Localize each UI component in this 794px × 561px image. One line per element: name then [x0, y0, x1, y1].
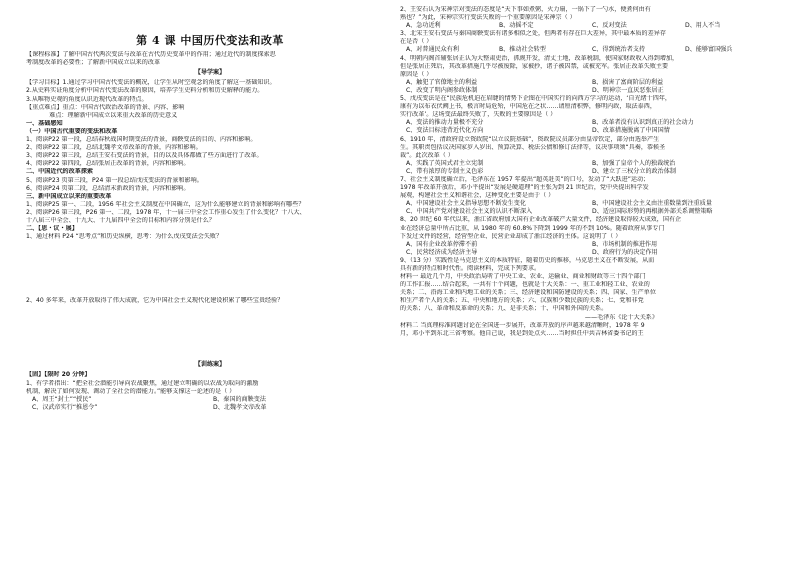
section-heading: 二、【思・议・展】	[26, 225, 78, 233]
section-heading: 一、基础感知	[26, 119, 63, 127]
options-row	[400, 79, 778, 87]
options-row	[400, 160, 778, 168]
subsection-heading: （一）中国古代重要的变法和改革	[26, 127, 118, 135]
text-line: 6、阅读P24 页第二段，总结清末新政的背景，内容和影响。	[26, 184, 190, 192]
question-line: 6、1910 年，清政府设立资政院“以立议院基础”，资政院议员部分由皇帝钦定，部分由选举产生	[400, 135, 660, 143]
text-line: 难点：理解新中国成立以来重大改革的历史意义	[26, 111, 178, 119]
option[interactable]: B、损害了富商阶层的利益	[592, 78, 664, 86]
option[interactable]: A、周王“封土”“授民”	[32, 395, 92, 403]
text-line: 1、阅读P25 第一、二段，1956 年社会主义制度在中国确立，这为什么能够建立的背景和影响有哪些？	[26, 200, 305, 208]
material-source: ——毛泽东《论十大关系》	[584, 313, 658, 321]
material-line: 月，邓小平到东北三省考察。他自己说，我是到处点火……当时担任中共吉林省委书记的王	[400, 329, 644, 337]
question-line: 机制，解决了如何发现、调动了全社会的潜能力。”能够支撑这一论述的是（ ）	[26, 387, 236, 395]
question-line: 康有为以布衣伏阙上书，极言时局危殆，中国危在之状……请厘清积弊，修明内政，取法泰西，	[400, 103, 656, 111]
right-column	[400, 0, 778, 338]
text-line: 4、阅读P22 第四段，总结张居正改革的背景，内容和影响。	[26, 160, 190, 168]
question-line: 实行改革’。这场变法最终失败了，失败的主要原因是（ ）	[400, 111, 557, 119]
option[interactable]: C、得到统治者支持	[592, 46, 646, 54]
text-line: 3、阅读P22 第三段，总结王安石变法的背景，目的以及具体都做了些方面进行了改革。	[26, 152, 263, 160]
question-line: 具有新的特点和时代性。阅读材料，完成下列要求。	[400, 265, 541, 272]
text-line: 十八届三中全会、十九大、十九届四中全会的目标和内容分别是什么？	[26, 216, 215, 224]
text-line: 2、阅读P22 第二段，总结北魏孝文帝改革的背景，内容和影响。	[26, 144, 202, 152]
material-line: 材料一 最近几个月，中央政治局听了中央工业、农业、运输业、商业和财政等三十四个部门	[400, 273, 646, 281]
question-line: 生。其职责包括议决国家岁入岁出、预算决算、税法公债和修订法律等，议决事项须“具奏，恭候圣	[400, 143, 666, 151]
options-row	[400, 168, 778, 176]
text-line: 3.从唯物史观的角度认识近现代改革的特点。	[26, 95, 148, 103]
material-line: 材料二 当真理标准问题讨论在全国进一步展开，改革开放的序声越来越清晰时，1978 年 9	[400, 321, 645, 329]
option[interactable]: B、推动社会转型	[499, 46, 546, 54]
options-row	[400, 249, 778, 257]
option[interactable]: B、动摇不定	[499, 22, 534, 30]
text-line: 考制度改革的必要性；了解新中国成立以来的改革	[26, 59, 161, 67]
question-line: 但是张居正死后，其改革措施几乎尽被废除，家被抄，诸子被囚禁，或被充军。张居正改革失败主要	[400, 62, 669, 70]
material-line: 的关系；八、革命和反革命的关系；九、是非关系；十、中国和外国的关系。	[400, 305, 608, 313]
option[interactable]: B、市场机制的推进作用	[592, 240, 658, 248]
options-row	[400, 22, 778, 30]
option[interactable]: A、实践了英国式君主立宪制	[406, 159, 484, 167]
guide-header: 【导学案】	[194, 69, 226, 77]
lesson-title: 第 4 课 中国历代变法和改革	[136, 34, 284, 47]
option[interactable]: A、触犯了官僚地主的利益	[406, 78, 478, 86]
question-line: 9、（13 分）实践性是马克思主义的本质特征，随着历史的推移，马克思主义在不断发展，从而	[400, 256, 655, 264]
option[interactable]: D、北魏孝文帝改革	[213, 403, 267, 411]
option[interactable]: A、变法的推动力量极不充分	[406, 119, 484, 127]
question-line: 下发过文件的经营，经营型企业、民营企业却成了浙江经济的主体。这说明了（ ）	[400, 232, 622, 240]
options-row	[400, 208, 778, 216]
option[interactable]: C、改变了明内阁参政体制	[406, 86, 478, 94]
question-line: 3、北宋王安石变法与秦国商鞅变法有诸多相似之处，但两者有存在巨大差异，其中最本质的差异存	[400, 30, 666, 38]
text-line: 【学习目标】1.通过学习中国古代变法的概况，让学生从时空观念的角度了解这一基础知识。	[26, 79, 276, 87]
text-line: 2、阅读P26 第三段，P26 第一、二段，1978 年，十一届三中全会工作重心发生了什么变化？十八大、	[26, 208, 306, 216]
train-header: 【训练案】	[194, 361, 226, 369]
material-line: 和生产者个人的关系；五、中央和地方的关系；六、汉族和少数民族的关系；七、党和非党	[400, 297, 644, 305]
question-line: 裁”。此次改革（ ）	[400, 151, 454, 159]
option[interactable]: A、急功近利	[406, 22, 441, 30]
section-heading: 三、新中国成立以来的重要改革	[26, 192, 112, 200]
options-row	[400, 87, 778, 95]
question-line: 4、明朝内阁首辅张居正认为大整肃吏治，抓规开发，清丈土地，改革税制，使国家财政收入得到增加，	[400, 54, 679, 62]
question-line: 7、社会主义制度确立后，毛泽东在 1957 年提出“超英赶美”的口号，发动了“大跃进”运动；	[400, 175, 650, 183]
material-line: 关系；二、沿海工业和内地工业的关系；三、经济建设和国防建设的关系；四、国家、生产单位	[400, 289, 656, 297]
answer-space	[26, 305, 394, 359]
option[interactable]: D、改革措施脱离了中国国情	[592, 127, 670, 135]
options-row	[26, 404, 394, 412]
option[interactable]: C、带有浓厚的专制主义色彩	[406, 167, 484, 175]
options-row	[400, 127, 778, 135]
option[interactable]: C、反对变法	[592, 22, 627, 30]
option[interactable]: C、汉武帝实行“推恩令”	[32, 403, 98, 411]
text-line: 【重点难点】重点：中国古代政治改革的背景、内容、影响	[26, 103, 185, 111]
question-line: 在是否（ ）	[400, 38, 433, 46]
option[interactable]: A、国有企业改革停滞不前	[406, 240, 478, 248]
option[interactable]: D、政府行为的决定作用	[592, 248, 658, 256]
option[interactable]: D、建立了三权分立的政治体制	[592, 167, 676, 175]
option[interactable]: B、改革者没有认识到真正的社会动力	[592, 119, 694, 127]
option[interactable]: D、能够富国强兵	[685, 46, 733, 54]
section-heading: 二、中国近代的改革探索	[26, 168, 94, 176]
train-subheader: 【固】【限时 20 分钟】	[26, 371, 91, 379]
left-column	[26, 0, 394, 412]
option[interactable]: B、加强了皇帝个人的独裁统治	[592, 159, 676, 167]
question-line: 原因是（ ）	[400, 70, 433, 78]
text-line: 【课程标准】了解中国古代两次变法与改革在古代历史变革中的作用；通过近代的制度探索思	[26, 51, 276, 59]
material-line: 的工作汇报……结合起来，一共有十个问题，也就是十大关系：一、重工业和轻工业、农业的	[400, 281, 650, 289]
question-line: 业在经济总量中所占比重，从 1980 年的 60.8%下降到 1999 年的不到 10%。随着政府从事专门	[400, 224, 665, 232]
text-line: 2.从史料实证角度分析中国古代变法改革的原因，培养学生史料分析和历史解释的能力。	[26, 87, 264, 95]
question-line: 1、有学者指出：“把全社会潜能引导向农战聚焦，通过建立明确的以农战为取向的激励	[26, 379, 259, 387]
option[interactable]: D、用人不当	[685, 22, 721, 30]
question-line: 1978 年改革开放后，邓小平提出“发展是硬道理”的主张为到 21 世纪后，党中央提出科学发	[400, 184, 649, 192]
answer-space	[26, 241, 394, 297]
option[interactable]: D、明神宗一直厌恶张居正	[592, 86, 664, 94]
option[interactable]: C、民营经济成为经济主导	[406, 248, 478, 256]
question-line: 熟也？”为此，宋神宗实行变法失败的一个重要原因是宋神宗（ ）	[400, 14, 576, 22]
options-row	[400, 46, 778, 54]
question-line: 展观，构建社会主义和谐社会，这种变化主要是由于（ ）	[400, 192, 555, 200]
question-line: 2、王安石认为宋神宗对变法的态度是“天下事如煮粥，火力扇，一锅下了一勺水，便煮何由有	[400, 6, 651, 13]
text-line: 1、通过材料 P24 “思考点”和历史纵横，思考：为什么戊戌变法会失败？	[26, 233, 223, 241]
text-line: 2、40 多年来，改革开放取得了伟大成就，它为中国社会主义现代化建设积累了哪些宝贵经验？	[26, 297, 284, 305]
option[interactable]: C、中国共产党对建设社会主义的认识不断深入	[406, 208, 533, 216]
question-line: 5、戊戌变法是在“民族危机迫在眉睫的情势下企图在中国实行的向西方学习的运动，‘自光绪十四年，	[400, 95, 672, 103]
options-row	[400, 241, 778, 249]
option[interactable]: B、秦国的商鞅变法	[213, 395, 266, 403]
text-line: 5、阅读P23 页第三段，P24 第一段总结戊戌变法的背景和影响。	[26, 176, 203, 184]
option[interactable]: C、变法目标违背近代化方向	[406, 127, 484, 135]
option[interactable]: D、适应国际形势的再根据外部关系调整策略	[592, 208, 713, 216]
option[interactable]: A、对普通民众有利	[406, 46, 459, 54]
question-line: 8、20 世纪 60 年代以来，浙江省政府加大国有企业改革破产大量文件，经济建设取得较大成效，国有企	[400, 216, 682, 224]
options-row	[26, 396, 394, 404]
text-line: 1、阅读P22 第一段，总结春秋战国时期变法的背景，商鞅变法的目的、内容和影响。	[26, 136, 257, 144]
option[interactable]: B、中国建设社会主义由注重数量到注重质量	[592, 200, 712, 208]
option[interactable]: A、中国建设社会主义指导思想不断发生变化	[406, 200, 526, 208]
